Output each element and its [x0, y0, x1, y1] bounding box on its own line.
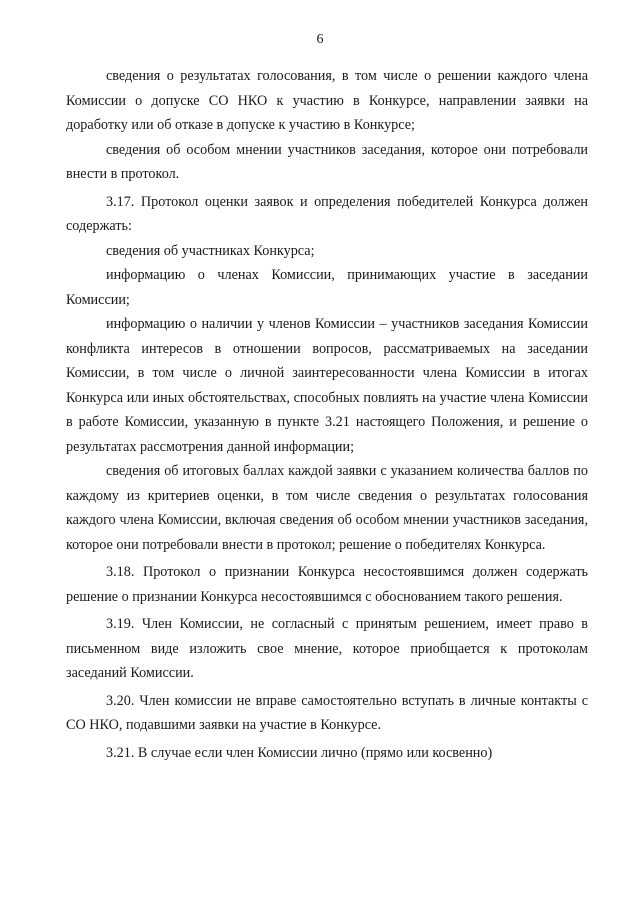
paragraph-3-17: 3.17. Протокол оценки заявок и определения победителей Конкурса должен содержать: — [66, 193, 588, 234]
paragraph-final-scores: сведения об итоговых баллах каждой заявки с указанием количества баллов по каждому из критериев оценки, в том числе сведения о результатах голосования каждого члена Комиссии, включая сведения об особом мнении участников заседания, которое они потребовали внести в протокол; решение о победителях Конкурса. — [66, 463, 588, 553]
paragraph-special-opinion: сведения об особом мнении участников заседания, которое они потребовали внести в протокол. — [66, 141, 588, 182]
paragraph-3-18: 3.18. Протокол о признании Конкурса несостоявшимся должен содержать решение о признании Конкурса несостоявшимся с обоснованием такого решения. — [66, 564, 588, 605]
document-body — [66, 64, 588, 765]
paragraph-participants-info: сведения об участниках Конкурса; — [106, 242, 315, 259]
paragraph-commission-members: информацию о членах Комиссии, принимающих участие в заседании Комиссии; — [66, 267, 588, 308]
paragraph-3-20: 3.20. Член комиссии не вправе самостоятельно вступать в личные контакты с СО НКО, подавшими заявки на участие в Конкурсе. — [66, 692, 588, 733]
paragraph-conflict-of-interest: информацию о наличии у членов Комиссии – участников заседания Комиссии конфликта интересов в отношении вопросов, рассматриваемых на заседании Комиссии, в том числе о личной заинтересованности члена Комиссии в итогах Конкурса или иных обстоятельствах, способных повлиять на участие члена Комиссии в работе Комиссии, указанную в пункте 3.21 настоящего Положения, и решение о результатах рассмотрения данной информации; — [66, 316, 588, 455]
page-number: 6 — [316, 32, 324, 47]
paragraph-3-21: 3.21. В случае если член Комиссии лично (прямо или косвенно) — [106, 744, 493, 761]
paragraph-voting-results: сведения о результатах голосования, в том числе о решении каждого члена Комиссии о допуске СО НКО к участию в Конкурсе, направлении заявки на доработку или об отказе в допуске к участию в Конкурсе; — [66, 68, 588, 133]
paragraph-3-19: 3.19. Член Комиссии, не согласный с принятым решением, имеет право в письменном виде изложить свое мнение, которое приобщается к протоколам заседаний Комиссии. — [66, 616, 588, 681]
